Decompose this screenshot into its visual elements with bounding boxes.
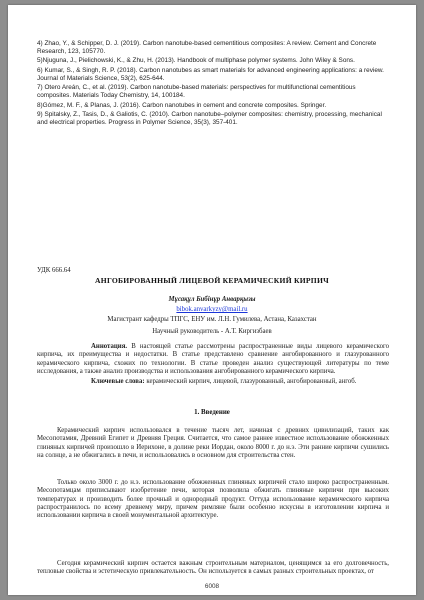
- reference-item: 6) Kumar, S., & Singh, R. P. (2018). Carbon nanotubes as smart materials for advanced engineering applications: a review. Journal of Materials Science, 53(2), 625-644.: [37, 66, 384, 82]
- reference-item: 5)Njuguna, J., Pielichowski, K., & Zhu, H. (2013). Handbook of multiphase polymer systems. John Wiley & Sons.: [37, 57, 355, 65]
- reference-item: 4) Zhao, Y., & Schipper, D. J. (2019). Carbon nanotube-based cementitious composites: A review. Cement and Concrete Research, 123, 105770.: [37, 40, 377, 56]
- abstract-paragraph: [37, 343, 389, 376]
- author-affiliation: Магистрант кафедры ТПГС, ЕНУ им. Л.Н. Гумилева, Астана, Казахстан: [107, 316, 317, 323]
- abstract-label: Аннотация.: [91, 343, 128, 350]
- keywords-text: керамический кирпич, лицевой, глазурованный, ангобированный, ангоб.: [144, 378, 357, 385]
- page-number: 6008: [204, 583, 220, 590]
- intro-paragraph: Керамический кирпич использовался в течение тысяч лет, начиная с древних цивилизаций, таких как Месопотамия, Древний Египет и Древняя Греция. Считается, что самое раннее известное использование обожженных глиняных кирпичей произошло в Иерихоне, в долине реки Иордан, около 8000 г. до н.э. Эти ранние кирпичи сушились на солнце, а не обжигались в печи, и использовались в основном для строительства стен.: [37, 427, 389, 459]
- keywords-label: Ключевые слова:: [91, 378, 145, 385]
- abstract-text: В настоящей статье рассмотрены распространенные виды лицевого керамического кирпича, их преимущества и недостатки. В статье представлено сравнение ангобированного и глазурованного керамического кирпича, схожих по технологии. В статье проведен анализ существующей литературы по теме исследования, а также анализ производства и использования ангобированного керамического кирпича.: [37, 343, 389, 375]
- reference-list: [37, 40, 389, 129]
- reference-item: 9) Spitalsky, Z., Tasis, D., & Galiotis, C. (2010). Carbon nanotube–polymer composites: chemistry, processing, mechanical and electrical properties. Progress in Polymer Science, 35(3), 357-401.: [37, 111, 382, 127]
- section-heading: 1. Введение: [194, 409, 230, 416]
- author-email-link[interactable]: bibok.anvarkyzy@mail.ru: [176, 306, 248, 313]
- supervisor-line: Научный руководитель - А.Т. Киргизбаев: [152, 328, 272, 335]
- intro-paragraph: Только около 3000 г. до н.э. использование обожженных глиняных кирпичей стало широко распространенным. Месопотамцам приписывают изобретение печи, которая позволила обжигать глиняные кирпичи при высоких температурах и производить более прочный и однородный продукт. Оттуда использование керамического кирпича распространилось по всему древнему миру, причем римляне были особенно искусны в изготовлении кирпича и использовании кирпича в своей монументальной архитектуре.: [37, 479, 389, 520]
- intro-paragraph: Сегодня керамический кирпич остается важным строительным материалом, ценящимся за его долговечность, тепловые свойства и эстетическую привлекательность. Он используется в самых разных строительных проектах, от: [37, 560, 389, 576]
- author-name: Мұсақұл Бибінұр Анварқызы: [168, 296, 256, 303]
- document-page: [8, 5, 416, 595]
- keywords-paragraph: [37, 378, 389, 386]
- reference-item: 7) Otero Areán, C., et al. (2019). Carbon nanotube-based materials: perspectives for multifunctional cementitious composites. Materials Today Chemistry, 14, 100184.: [37, 84, 356, 100]
- article-title: АНГОБИРОВАННЫЙ ЛИЦЕВОЙ КЕРАМИЧЕСКИЙ КИРПИЧ: [95, 276, 329, 285]
- udk-code: УДК 666.64: [37, 267, 71, 274]
- reference-item: 8)Gómez, M. F., & Planas, J. (2016). Carbon nanotubes in cement and concrete composites. Springer.: [37, 101, 327, 109]
